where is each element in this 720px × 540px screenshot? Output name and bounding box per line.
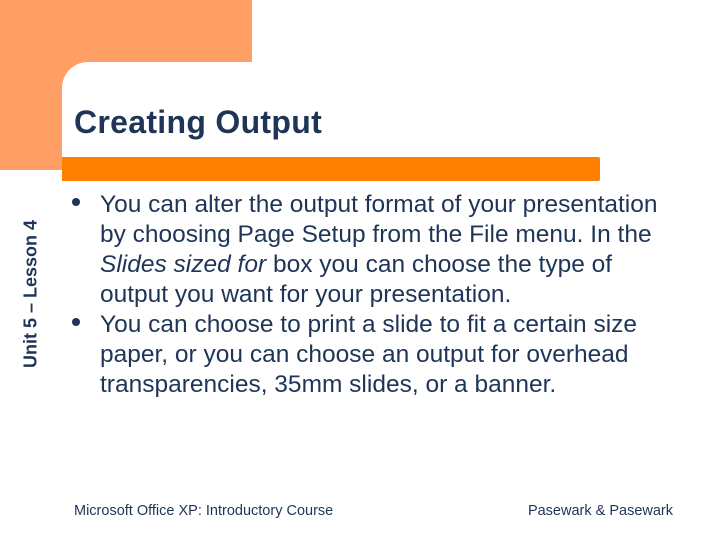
- bullet-text: [100, 191, 658, 308]
- bullet-dot-icon: [72, 318, 80, 326]
- title-underline-bar: [62, 157, 600, 181]
- bullet-text-part: You can alter the output format of your presentation by choosing Page Setup from the File menu. In the: [100, 191, 658, 248]
- bullet-text: You can choose to print a slide to fit a certain size paper, or you can choose an output for overhead transparencies, 35mm slides, or a banner.: [100, 311, 638, 398]
- bullet-dot-icon: [72, 198, 80, 206]
- slides-sized-for-emphasis: Slides sized for: [100, 251, 267, 278]
- bullet-item-print-options: [72, 310, 672, 400]
- footer-course-name: Microsoft Office XP: Introductory Course: [74, 503, 334, 519]
- bullet-list: [72, 190, 672, 400]
- bullet-text-part: box you can choose the type of output you want for your presentation.: [100, 251, 613, 308]
- footer-authors: Pasewark & Pasewark: [527, 503, 673, 519]
- bullet-item-page-setup: [72, 190, 672, 310]
- unit-lesson-label: Unit 5 – Lesson 4: [20, 219, 41, 369]
- slide-title: Creating Output: [74, 104, 323, 140]
